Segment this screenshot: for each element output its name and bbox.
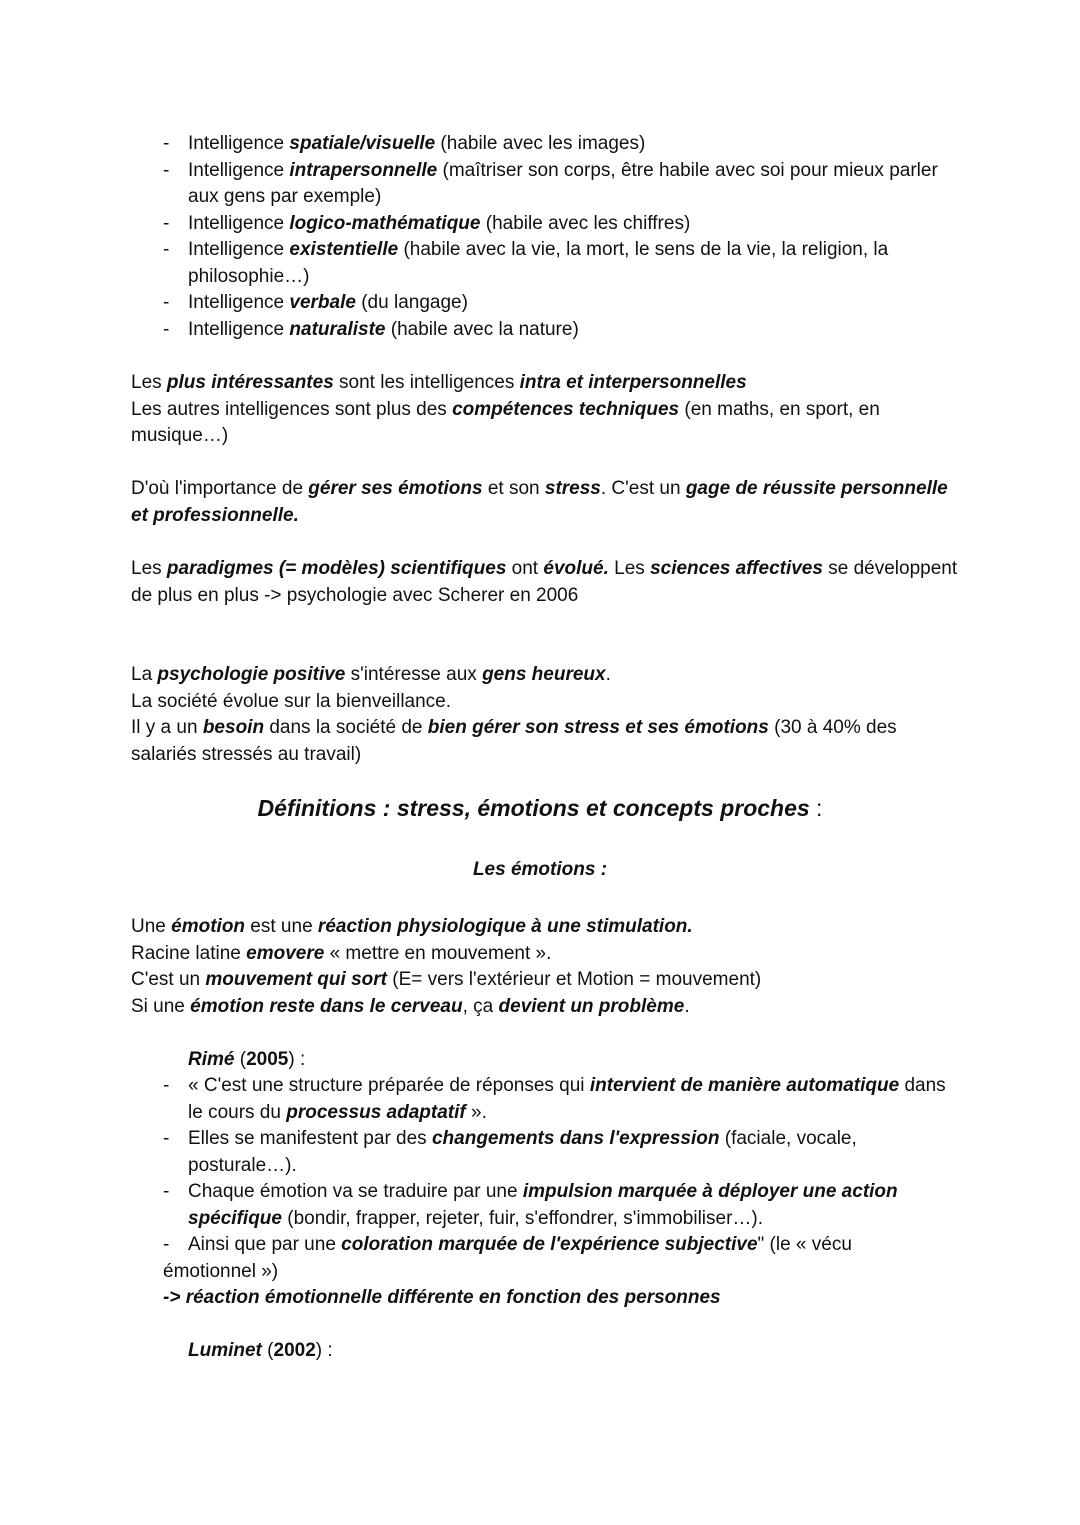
list-item: - Intelligence existentielle (habile avec la vie, la mort, le sens de la vie, la religion, la philosophie…)	[163, 237, 953, 290]
paragraph-emotion-definition: Une émotion est une réaction physiologique à une stimulation. Racine latine emovere « mettre en mouvement ». C'est un mouvement qui sort (E= vers l'extérieur et Motion = mouvement) Si une émotion reste dans le cerveau, ça devient un problème.	[131, 916, 762, 1017]
luminet-citation-label: Luminet (2002) :	[188, 1340, 333, 1361]
intelligence-list	[163, 131, 953, 343]
section-heading: Définitions : stress, émotions et concepts proches :	[257, 795, 823, 821]
rime-last-item: - Ainsi que par une coloration marquée de l'expérience subjective" (le « vécu émotionnel ») -> réaction émotionnelle différente en fonction des personnes	[163, 1234, 852, 1308]
paragraph-manage-emotions: D'où l'importance de gérer ses émotions et son stress. C'est un gage de réussite personnelle et professionnelle.	[131, 478, 948, 526]
list-item: - Intelligence logico-mathématique (habile avec les chiffres)	[163, 211, 953, 238]
list-item: - « C'est une structure préparée de réponses qui intervient de manière automatique dans le cours du processus adaptatif ».	[163, 1073, 953, 1126]
subsection-heading: Les émotions :	[472, 859, 608, 880]
list-item: - Intelligence intrapersonnelle (maîtriser son corps, être habile avec soi pour mieux parler aux gens par exemple)	[163, 158, 953, 211]
list-item: - Chaque émotion va se traduire par une impulsion marquée à déployer une action spécifique (bondir, frapper, rejeter, fuir, s'effondrer, s'immobiliser…).	[163, 1179, 953, 1232]
rime-citation-label: Rimé (2005) :	[188, 1049, 306, 1070]
rime-list	[163, 1073, 953, 1232]
paragraph-paradigms: Les paradigmes (= modèles) scientifiques ont évolué. Les sciences affectives se développent de plus en plus -> psychologie avec Scherer en 2006	[131, 558, 958, 606]
paragraph-positive-psychology: La psychologie positive s'intéresse aux gens heureux. La société évolue sur la bienveillance. Il y a un besoin dans la société de bien gérer son stress et ses émotions (30 à 40% des salariés stressés au travail)	[131, 664, 897, 765]
list-item: - Intelligence naturaliste (habile avec la nature)	[163, 317, 953, 344]
list-item: - Intelligence spatiale/visuelle (habile avec les images)	[163, 131, 953, 158]
paragraph-interesting-intelligences: Les plus intéressantes sont les intelligences intra et interpersonnelles Les autres intelligences sont plus des compétences techniques (en maths, en sport, en musique…)	[131, 372, 880, 446]
list-item: - Elles se manifestent par des changements dans l'expression (faciale, vocale, posturale…).	[163, 1126, 953, 1179]
list-item: - Intelligence verbale (du langage)	[163, 290, 953, 317]
